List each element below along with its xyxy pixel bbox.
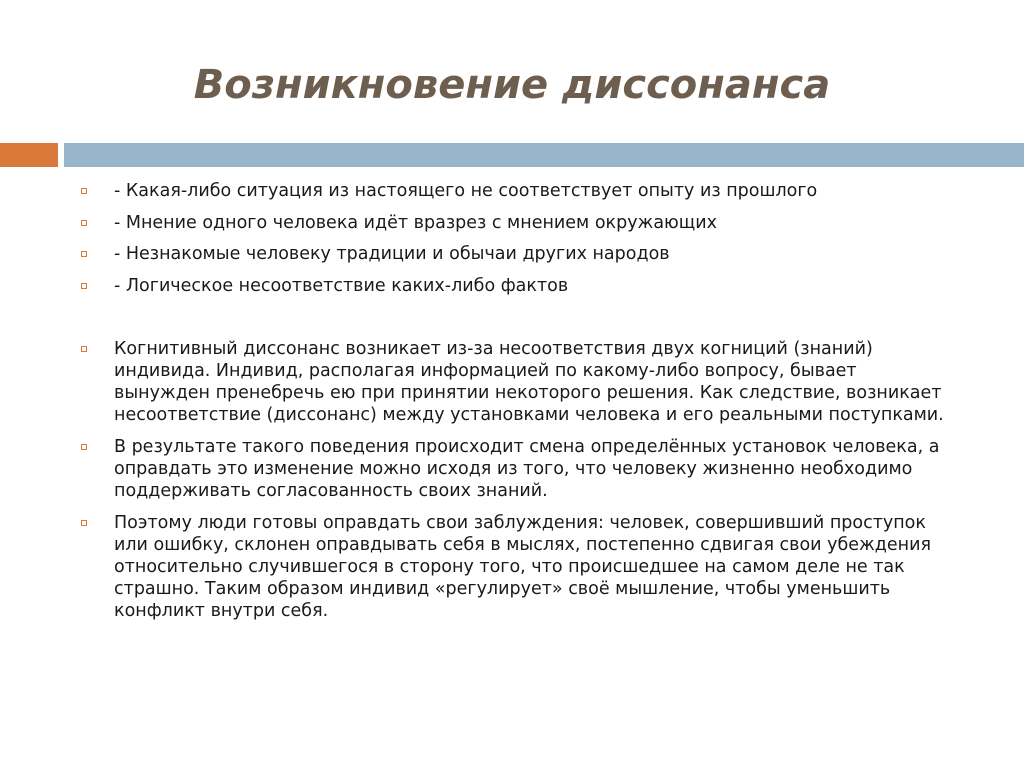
paragraph-line: Когнитивный диссонанс возникает из-за несоответствия двух когниций (знаний)	[114, 338, 873, 359]
list-item-text: - Логическое несоответствие каких-либо фактов	[114, 275, 569, 296]
list-item	[76, 180, 976, 202]
square-bullet-icon	[81, 520, 87, 526]
square-bullet-icon	[81, 251, 87, 257]
square-bullet-icon	[81, 444, 87, 450]
square-bullet-icon	[81, 346, 87, 352]
list-item-text: - Какая-либо ситуация из настоящего не соответствует опыту из прошлого	[114, 181, 818, 201]
paragraph-line: конфликт внутри себя.	[114, 600, 329, 621]
accent-bar	[0, 143, 58, 167]
paragraph-line: поддерживать согласованность своих знаний.	[114, 480, 548, 501]
paragraph-line: В результате такого поведения происходит смена определённых установок человека, а	[114, 436, 940, 457]
slide-content	[76, 180, 976, 632]
list-item	[76, 212, 976, 234]
list-item	[76, 275, 976, 297]
paragraph-line: Поэтому люди готовы оправдать свои заблуждения: человек, совершивший проступок	[114, 512, 926, 533]
paragraph-line: относительно случившегося в сторону того, что происшедшее на самом деле не так	[114, 556, 905, 577]
explanation-list	[76, 338, 976, 622]
paragraph-line: оправдать это изменение можно исходя из того, что человеку жизненно необходимо	[114, 458, 913, 479]
list-item-text: - Мнение одного человека идёт вразрез с мнением окружающих	[114, 212, 717, 233]
paragraph-item	[76, 436, 976, 502]
paragraph-line: вынужден пренебречь ею при принятии некоторого решения. Как следствие, возникает	[114, 382, 942, 403]
list-item-text: - Незнакомые человеку традиции и обычаи других народов	[114, 244, 670, 264]
header-divider-bar	[64, 143, 1024, 167]
paragraph-item	[76, 512, 976, 622]
paragraph-item	[76, 338, 976, 426]
square-bullet-icon	[81, 188, 87, 194]
square-bullet-icon	[81, 283, 87, 289]
slide-title: Возникновение диссонанса	[193, 62, 831, 108]
paragraph-line: или ошибку, склонен оправдывать себя в мыслях, постепенно сдвигая свои убеждения	[114, 534, 932, 555]
paragraph-line: несоответствие (диссонанс) между установками человека и его реальными поступками.	[114, 404, 944, 425]
paragraph-line: индивида. Индивид, располагая информацией по какому-либо вопросу, бывает	[114, 360, 857, 381]
cause-list	[76, 180, 976, 297]
list-item	[76, 243, 976, 265]
paragraph-line: страшно. Таким образом индивид «регулирует» своё мышление, чтобы уменьшить	[114, 578, 891, 599]
square-bullet-icon	[81, 220, 87, 226]
